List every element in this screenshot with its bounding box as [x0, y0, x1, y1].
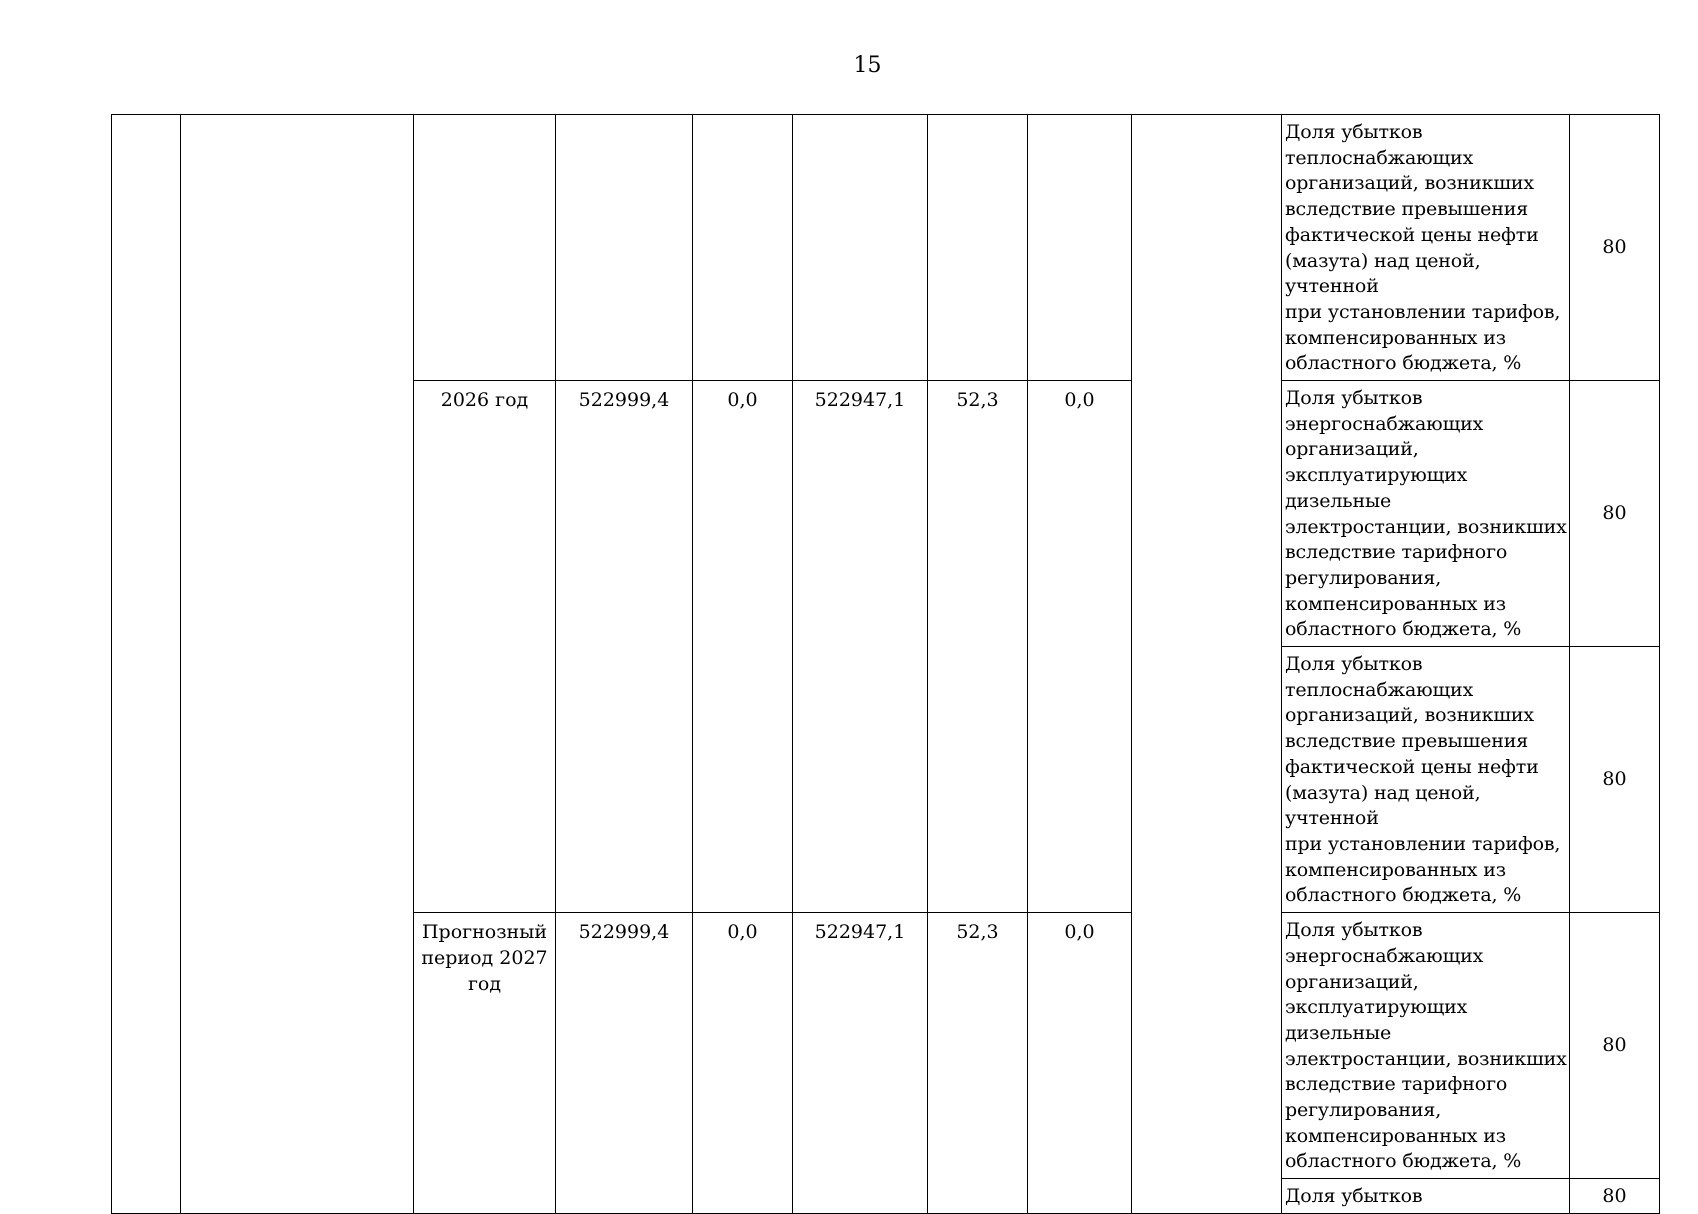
table-row — [112, 115, 1660, 381]
regional-budget-cell — [793, 115, 928, 381]
target-value-cell: 80 — [1570, 1179, 1660, 1214]
row-number-cell — [112, 115, 181, 1214]
executor-cell — [1132, 115, 1282, 1214]
period-cell — [414, 115, 556, 381]
federal-budget-cell: 0,0 — [693, 381, 793, 913]
federal-budget-cell: 0,0 — [693, 913, 793, 1214]
regional-budget-cell: 522947,1 — [793, 381, 928, 913]
other-sources-cell — [1028, 115, 1132, 381]
local-budget-cell — [928, 115, 1028, 381]
event-name-cell — [181, 115, 414, 1214]
target-value-cell: 80 — [1570, 381, 1660, 647]
target-value-cell: 80 — [1570, 115, 1660, 381]
indicator-cell: Доля убытков энергоснабжающих организаций, эксплуатирующих дизельные электростанции, возникших вследствие тарифного регулирования, компенсированных из областного бюджета, % — [1282, 913, 1570, 1179]
indicator-cell: Доля убытков — [1282, 1179, 1570, 1214]
indicator-cell: Доля убытков теплоснабжающих организаций, возникших вследствие превышения фактической цены нефти (мазута) над ценой, учтенной при установлении тарифов, компенсированных из областного бюджета, % — [1282, 115, 1570, 381]
page-number: 15 — [853, 53, 882, 78]
total-cell — [556, 115, 693, 381]
period-cell: Прогнозный период 2027 год — [414, 913, 556, 1214]
other-sources-cell: 0,0 — [1028, 913, 1132, 1214]
other-sources-cell: 0,0 — [1028, 381, 1132, 913]
indicator-cell: Доля убытков энергоснабжающих организаций, эксплуатирующих дизельные электростанции, возникших вследствие тарифного регулирования, компенсированных из областного бюджета, % — [1282, 381, 1570, 647]
regional-budget-cell: 522947,1 — [793, 913, 928, 1214]
period-cell: 2026 год — [414, 381, 556, 913]
local-budget-cell: 52,3 — [928, 381, 1028, 913]
local-budget-cell: 52,3 — [928, 913, 1028, 1214]
program-funding-table — [111, 114, 1660, 1214]
target-value-cell: 80 — [1570, 647, 1660, 913]
federal-budget-cell — [693, 115, 793, 381]
target-value-cell: 80 — [1570, 913, 1660, 1179]
total-cell: 522999,4 — [556, 381, 693, 913]
indicator-cell: Доля убытков теплоснабжающих организаций, возникших вследствие превышения фактической цены нефти (мазута) над ценой, учтенной при установлении тарифов, компенсированных из областного бюджета, % — [1282, 647, 1570, 913]
total-cell: 522999,4 — [556, 913, 693, 1214]
